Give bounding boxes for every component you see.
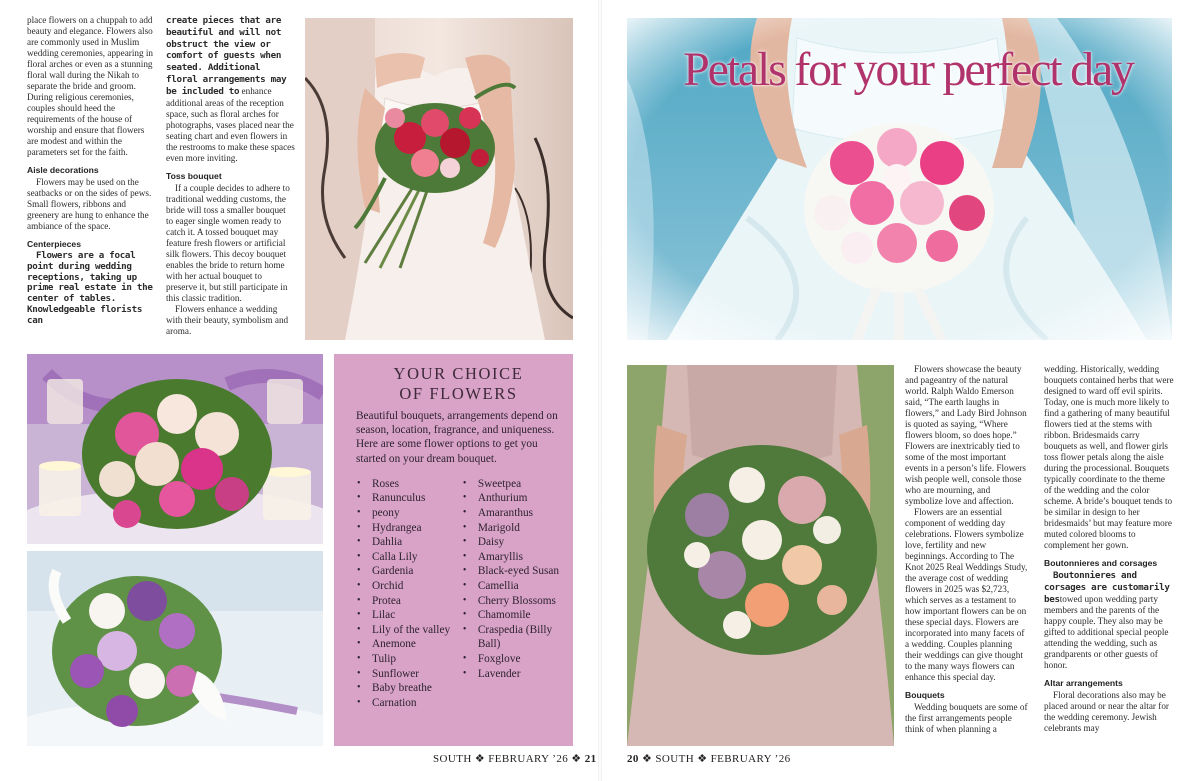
- reception-lead-text: create pieces that are beautiful and will not obstruct the view or comfort of guests when seated. Additional floral arrangements may be included to: [166, 15, 287, 97]
- list-item: • Roses: [356, 477, 462, 492]
- box-title-line1: YOUR CHOICE: [393, 364, 524, 383]
- list-item: • Amaranthus: [462, 506, 561, 521]
- list-item: • Sweetpea: [462, 477, 561, 492]
- list-item: • Lilac: [356, 608, 462, 623]
- list-item: • Hydrangea: [356, 521, 462, 536]
- flower-list-1: [356, 477, 462, 711]
- list-item: • Cherry Blossoms: [462, 594, 561, 609]
- centerpieces-heading: Centerpieces: [27, 239, 81, 249]
- bouquets-text: Wedding bouquets are some of the first arrangements people think of when planning a: [905, 702, 1028, 734]
- left-col1-paragraph: place flowers on a chuppah to add beauty and elegance. Flowers also are commonly used in Muslim wedding ceremonies, appearing in floral arches or even as a stunning floral wall during the Nikah to separate the bride and groom. During religious ceremonies, couples should heed the requirements of the house of worship and ensure that flowers are modest and within the parameters set for the faith.: [27, 15, 154, 157]
- footer-issue: FEBRUARY ’26: [488, 753, 569, 765]
- list-item: • Marigold: [462, 521, 561, 536]
- box-intro: Beautiful bouquets, arrangements depend on season, location, fragrance, and uniqueness. Here are some flower options to get you started on your dream bouquet.: [356, 410, 558, 465]
- right-col1-essential: Flowers are an essential component of wedding day celebrations. Flowers symbolize love, fertility and new beginnings. According to The Knot 2025 Real Weddings Study, the average cost of wedding flowers in 2025 was $2,723, which serves as a testament to how important flowers can be on these special days. Flowers are incorporated into many facets of a wedding. Couples planning their weddings can give thought to the many ways flowers can enhance this special day.: [905, 507, 1028, 682]
- aisle-decorations-text: Flowers may be used on the seatbacks or on the sides of pews. Small flowers, ribbons and greenery are hung to enhance the ambiance of the space.: [27, 177, 152, 231]
- right-col2-bouquets-cont: wedding. Historically, wedding bouquets contained herbs that were designed to ward off evil spirits. Today, one is much more likely to find a gathering of many beautiful flowers tied at the stems with ribbon. Bridesmaids carry bouquets as well, and flower girls toss flower petals along the aisle during the processional. Bouquets typically coordinate to the theme of the wedding and the color scheme. A bride’s bouquet tends to be similar in design to her bridesmaids’ but may feature more muted colored blooms to complement her gown.: [1044, 364, 1174, 550]
- list-item: • Calla Lily: [356, 550, 462, 565]
- left-col-2: [166, 15, 295, 337]
- purple-white-bouquet-photo: [27, 551, 323, 746]
- footer-brand: SOUTH: [655, 753, 695, 765]
- right-col-2: [1044, 364, 1174, 734]
- boutonnieres-lead: Boutonnieres and corsages are customarily bes: [1044, 570, 1170, 605]
- bride-red-bouquet-photo: [305, 18, 573, 340]
- right-col1-intro: Flowers showcase the beauty and pageantry of the natural world. Ralph Waldo Emerson said, “The earth laughs in flowers,” and Lady Bird Johnson is quoted as saying, “Where flowers bloom, so does hope.” Flowers are inextricably tied to some of the most important events in a person’s life. Flowers wish people well, console those who are mourning, and symbolize love and affection.: [905, 364, 1027, 506]
- footer-separator: ❖: [697, 753, 708, 765]
- bouquets-heading: Bouquets: [905, 690, 945, 700]
- footer-separator: ❖: [641, 753, 653, 765]
- pastel-bouquet-bridesmaid-photo: [627, 365, 894, 746]
- page-gutter: [598, 0, 602, 781]
- footer-separator: ❖: [474, 753, 486, 765]
- closing-text: Flowers enhance a wedding with their beauty, symbolism and aroma.: [166, 303, 289, 336]
- list-item: • Carnation: [356, 696, 462, 711]
- list-item: • Tulip: [356, 652, 462, 667]
- list-item: • Lily of the valley: [356, 623, 462, 638]
- list-item: • Sunflower: [356, 667, 462, 682]
- pink-rose-bouquet-candles-photo: [27, 354, 323, 544]
- altar-text: Floral decorations also may be placed around or near the altar for the wedding ceremony. Jewish celebrants may: [1044, 690, 1169, 734]
- right-page-footer: [627, 752, 791, 765]
- footer-page-number: 20: [627, 753, 639, 765]
- list-item: • Protea: [356, 594, 462, 609]
- footer-issue: FEBRUARY ’26: [710, 753, 791, 765]
- right-col-1: [905, 364, 1030, 735]
- list-item: • Craspedia (Billy Ball): [462, 623, 561, 652]
- footer-separator: ❖: [571, 753, 582, 765]
- list-item: • Gardenia: [356, 564, 462, 579]
- list-item: • Foxglove: [462, 652, 561, 667]
- flower-list-2: [462, 477, 561, 711]
- centerpieces-text: Flowers are a focal point during wedding receptions, taking up prime real estate in the center of tables. Knowledgeable florists can: [27, 250, 153, 326]
- footer-brand: SOUTH: [433, 753, 472, 765]
- list-item: • Anthurium: [462, 491, 561, 506]
- list-item: • Orchid: [356, 579, 462, 594]
- boutonnieres-heading: Boutonnieres and corsages: [1044, 558, 1158, 568]
- flower-lists: [356, 477, 561, 711]
- list-item: • Amaryllis: [462, 550, 561, 565]
- list-item: • Lavender: [462, 667, 561, 682]
- aisle-decorations-heading: Aisle decorations: [27, 165, 99, 175]
- list-item: • Anemone: [356, 637, 462, 652]
- flower-choices-box: [334, 354, 573, 746]
- left-col-1: [27, 15, 155, 327]
- list-item: • Camellia: [462, 579, 561, 594]
- list-item: • Ranunculus: [356, 491, 462, 506]
- box-title-line2: OF FLOWERS: [399, 384, 518, 403]
- list-item: • Dahlia: [356, 535, 462, 550]
- toss-bouquet-text: If a couple decides to adhere to traditional wedding customs, the bride will toss a smaller bouquet to eager single women ready to catch it. A tossed bouquet may feature fresh flowers or artificial silk flowers. This decoy bouquet enables the bride to return home with her actual bouquet to preserve it, but still participate in this classic tradition.: [166, 182, 290, 303]
- toss-bouquet-heading: Toss bouquet: [166, 170, 222, 181]
- list-item: • Daisy: [462, 535, 561, 550]
- altar-heading: Altar arrangements: [1044, 678, 1123, 689]
- left-page-footer: [433, 752, 597, 765]
- list-item: • peony: [356, 506, 462, 521]
- reception-text: enhance additional areas of the reception space, such as floral arches for photographs, vases placed near the seating chart and even flowers in the restrooms to make these spaces even more inviting.: [166, 85, 295, 163]
- article-headline: Petals for your perfect day: [683, 43, 1133, 96]
- list-item: • Chamomile: [462, 608, 561, 623]
- list-item: • Black-eyed Susan: [462, 564, 561, 579]
- list-item: • Baby breathe: [356, 681, 462, 696]
- boutonnieres-text: towed upon wedding party members and the parents of the happy couple. They also may be gifted to additional special people attending the wedding, such as grandparents or other guests of honor.: [1044, 593, 1169, 671]
- footer-page-number: 21: [584, 753, 597, 765]
